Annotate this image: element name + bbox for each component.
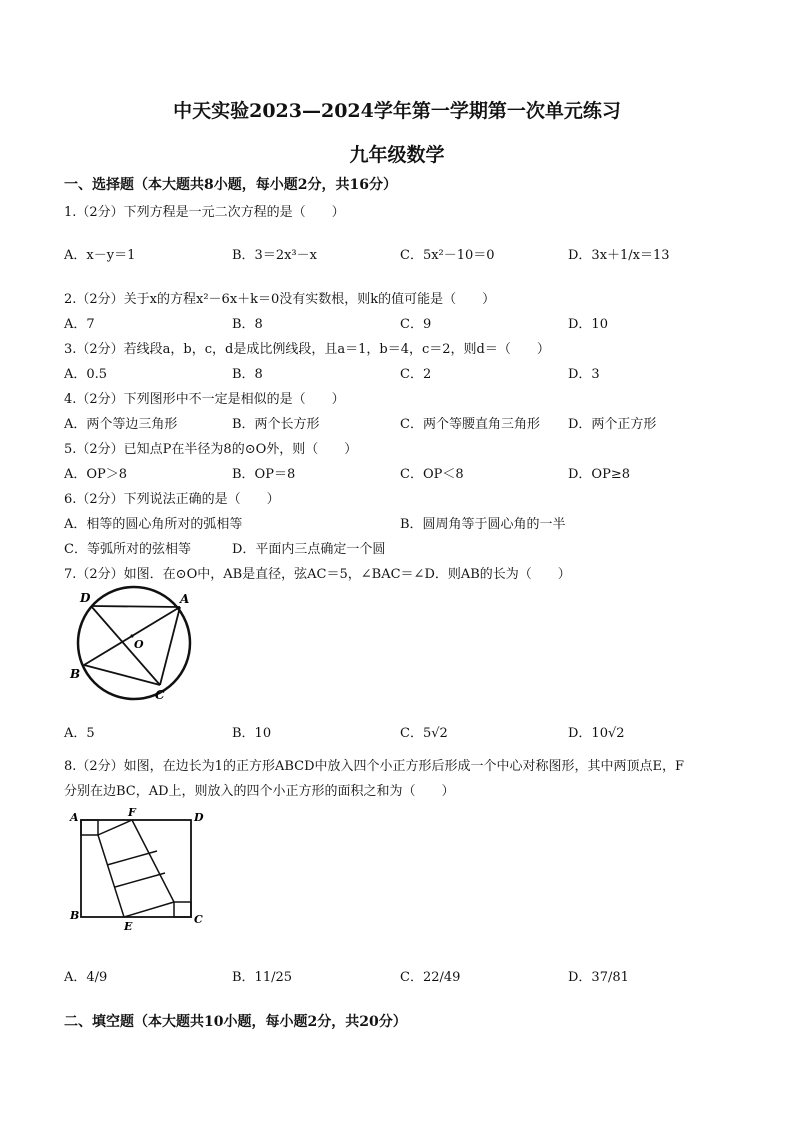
- question-5-stem: 5.（2分）已知点P在半径为8的⊙O外，则（ ）: [64, 442, 358, 457]
- figure-7-label-c: C: [155, 688, 165, 702]
- figure-8-label-e: E: [124, 920, 133, 933]
- question-8-option-c: C．22/49: [400, 970, 461, 985]
- question-7-option-d: D．10√2: [568, 726, 625, 741]
- chord-da: [91, 606, 180, 607]
- question-6-option-a: A．相等的圆心角所对的弧相等: [64, 517, 243, 532]
- question-6-option-b: B．圆周角等于圆心角的一半: [400, 517, 566, 532]
- question-5-option-d: D．OP≥8: [568, 467, 630, 482]
- section-heading-fill-in: 二、填空题（本大题共10小题，每小题2分，共20分）: [64, 1014, 407, 1030]
- question-8-option-b: B．11/25: [232, 970, 293, 985]
- question-1-option-a: A．x－y＝1: [64, 248, 136, 263]
- question-7-stem: 7.（2分）如图．在⊙O中，AB是直径，弦AC＝5，∠BAC＝∠D．则AB的长为（ ）: [64, 567, 571, 582]
- exam-title: 中天实验2023—2024学年第一学期第一次单元练习: [173, 100, 621, 122]
- question-3-option-d: D．3: [568, 367, 600, 382]
- figure-7-label-d: D: [80, 591, 91, 605]
- question-8-square-figure: [64, 805, 204, 935]
- question-3-option-b: B．8: [232, 367, 263, 382]
- question-4-option-c: C．两个等腰直角三角形: [400, 417, 540, 432]
- question-8-stem-line-1: 8.（2分）如图，在边长为1的正方形ABCD中放入四个小正方形后形成一个中心对称图形，其中两顶点E，F: [64, 759, 685, 774]
- figure-8-label-a: A: [70, 811, 79, 824]
- question-4-option-b: B．两个长方形: [232, 417, 320, 432]
- exam-subtitle: 九年级数学: [349, 144, 445, 166]
- question-6-stem: 6.（2分）下列说法正确的是（ ）: [64, 492, 280, 507]
- question-3-stem: 3.（2分）若线段a，b，c，d是成比例线段，且a＝1，b＝4，c＝2，则d＝（ ）: [64, 342, 550, 357]
- question-1-option-d: D．3x＋1/x＝13: [568, 248, 670, 263]
- inner-divider-upper: [107, 851, 157, 865]
- question-3-option-c: C．2: [400, 367, 432, 382]
- question-1-option-b: B．3＝2x³－x: [232, 248, 317, 263]
- question-2-option-c: C．9: [400, 317, 432, 332]
- question-7-option-c: C．5√2: [400, 726, 448, 741]
- question-4-option-d: D．两个正方形: [568, 417, 657, 432]
- figure-8-label-c: C: [194, 913, 203, 926]
- question-5-option-c: C．OP＜8: [400, 467, 464, 482]
- question-6-option-c: C．等弧所对的弦相等: [64, 542, 191, 557]
- figure-8-label-b: B: [70, 909, 80, 922]
- tilted-rectangle: [98, 820, 174, 917]
- question-7-circle-figure: [64, 585, 204, 710]
- question-4-stem: 4.（2分）下列图形中不一定是相似的是（ ）: [64, 392, 345, 407]
- small-square-bottom-right: [174, 902, 191, 917]
- question-2-option-a: A．7: [64, 317, 95, 332]
- question-3-option-a: A．0.5: [64, 367, 108, 382]
- question-8-stem-line-2: 分别在边BC，AD上，则放入的四个小正方形的面积之和为（ ）: [64, 784, 455, 799]
- question-7-option-b: B．10: [232, 726, 272, 741]
- section-heading-choice: 一、选择题（本大题共8小题，每小题2分，共16分）: [64, 177, 397, 193]
- question-2-option-d: D．10: [568, 317, 608, 332]
- question-2-option-b: B．8: [232, 317, 263, 332]
- question-8-option-a: A．4/9: [64, 970, 108, 985]
- figure-8-label-f: F: [128, 806, 136, 819]
- small-square-top-left: [81, 820, 98, 835]
- question-1-option-c: C．5x²－10＝0: [400, 248, 495, 263]
- question-6-option-d: D．平面内三点确定一个圆: [232, 542, 386, 557]
- figure-7-label-a: A: [180, 592, 190, 606]
- question-5-option-b: B．OP＝8: [232, 467, 296, 482]
- figure-7-label-b: B: [70, 667, 81, 681]
- figure-8-label-d: D: [194, 811, 204, 824]
- chord-ac: [160, 607, 180, 685]
- question-1-stem: 1.（2分）下列方程是一元二次方程的是（ ）: [64, 205, 345, 220]
- inner-divider-lower: [115, 873, 165, 887]
- question-2-stem: 2.（2分）关于x的方程x²－6x＋k＝0没有实数根，则k的值可能是（ ）: [64, 292, 496, 307]
- question-5-option-a: A．OP＞8: [64, 467, 128, 482]
- chord-dc: [91, 606, 160, 685]
- figure-7-label-o: O: [134, 638, 144, 651]
- question-8-option-d: D．37/81: [568, 970, 629, 985]
- question-7-option-a: A．5: [64, 726, 95, 741]
- question-4-option-a: A．两个等边三角形: [64, 417, 178, 432]
